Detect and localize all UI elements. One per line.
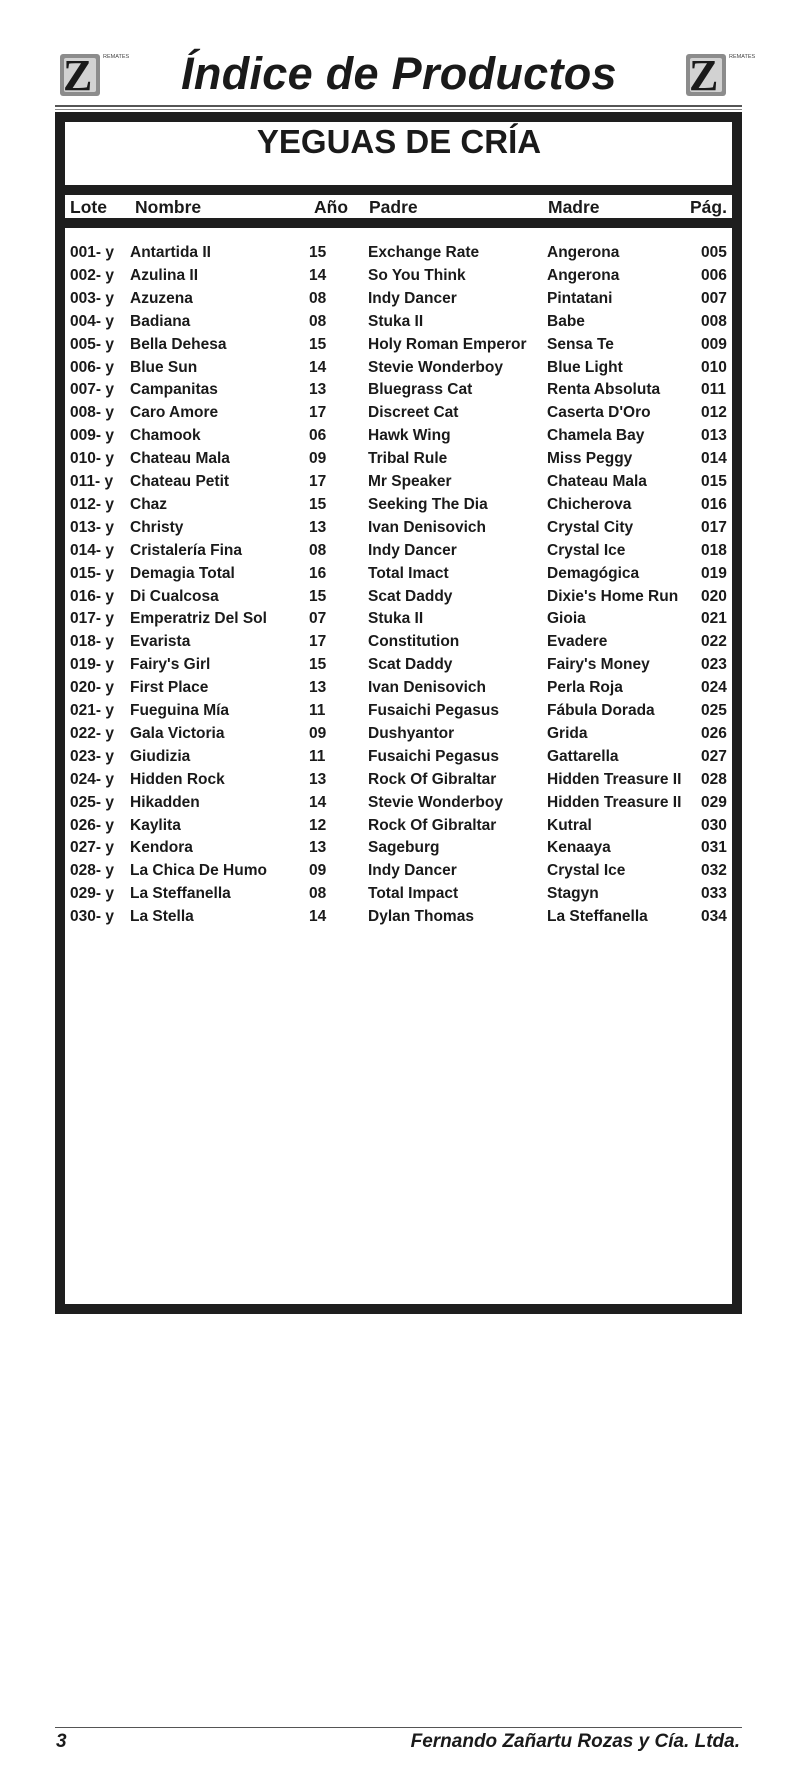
cell-ano: 14 <box>309 358 327 376</box>
cell-madre: Gattarella <box>547 747 619 765</box>
cell-padre: Fusaichi Pegasus <box>368 747 499 765</box>
cell-pag: 019 <box>701 564 727 582</box>
column-header-ano: Año <box>314 197 349 217</box>
cell-lote: 023- y <box>70 747 114 765</box>
cell-ano: 14 <box>309 266 327 284</box>
cell-pag: 034 <box>701 908 727 926</box>
cell-pag: 022 <box>701 633 727 651</box>
cell-nombre: Fairy's Girl <box>130 656 211 674</box>
cell-nombre: Kendora <box>130 839 193 857</box>
cell-madre: Crystal Ice <box>547 541 626 559</box>
cell-nombre: Azulina II <box>130 266 199 284</box>
cell-madre: Chamela Bay <box>547 427 645 445</box>
cell-lote: 022- y <box>70 724 114 742</box>
cell-padre: Stuka II <box>368 610 424 628</box>
cell-madre: Crystal Ice <box>547 862 626 880</box>
cell-nombre: Campanitas <box>130 381 218 399</box>
page-number: 3 <box>56 1731 67 1752</box>
logo-word: REMATES <box>103 54 130 60</box>
cell-pag: 005 <box>701 244 727 261</box>
cell-ano: 15 <box>309 656 327 674</box>
cell-madre: Fairy's Money <box>547 656 650 674</box>
cell-lote: 015- y <box>70 564 114 582</box>
logo-letter: Z <box>63 51 93 100</box>
cell-lote: 028- y <box>70 862 114 880</box>
cell-pag: 027 <box>701 747 727 765</box>
cell-ano: 08 <box>309 289 327 307</box>
cell-padre: Bluegrass Cat <box>368 381 473 399</box>
cell-ano: 17 <box>309 633 327 651</box>
cell-madre: Blue Light <box>547 358 623 376</box>
cell-ano: 07 <box>309 610 327 628</box>
header-band-bottom <box>65 218 732 228</box>
cell-ano: 08 <box>309 885 327 903</box>
cell-padre: Mr Speaker <box>368 473 452 490</box>
cell-nombre: Chamook <box>130 427 201 445</box>
cell-nombre: Di Cualcosa <box>130 587 219 605</box>
cell-madre: Angerona <box>547 244 620 261</box>
cell-pag: 009 <box>701 335 727 353</box>
cell-ano: 14 <box>309 793 327 811</box>
cell-madre: Perla Roja <box>547 679 623 697</box>
cell-padre: Indy Dancer <box>368 862 457 880</box>
cell-lote: 017- y <box>70 610 114 628</box>
cell-madre: Hidden Treasure II <box>547 770 682 788</box>
cell-padre: Rock Of Gibraltar <box>368 770 497 788</box>
cell-lote: 013- y <box>70 518 114 536</box>
cell-ano: 15 <box>309 244 327 261</box>
cell-padre: Seeking The Dia <box>368 495 488 513</box>
cell-ano: 13 <box>309 770 327 788</box>
section-title: YEGUAS DE CRÍA <box>256 123 542 160</box>
cell-nombre: Christy <box>130 518 184 536</box>
cell-pag: 026 <box>701 724 727 742</box>
cell-lote: 007- y <box>70 381 114 399</box>
cell-pag: 020 <box>701 587 727 605</box>
cell-pag: 030 <box>701 816 727 834</box>
logo-word: REMATES <box>729 54 756 60</box>
cell-pag: 032 <box>701 862 727 880</box>
cell-pag: 012 <box>701 404 727 422</box>
cell-ano: 13 <box>309 518 327 536</box>
cell-pag: 029 <box>701 793 727 811</box>
header-rule-thin <box>55 109 742 110</box>
cell-ano: 15 <box>309 587 327 605</box>
header-rule <box>55 105 742 107</box>
cell-padre: Holy Roman Emperor <box>368 335 527 353</box>
cell-madre: Fábula Dorada <box>547 702 655 719</box>
cell-pag: 011 <box>701 381 727 399</box>
cell-ano: 17 <box>309 473 327 490</box>
cell-lote: 014- y <box>70 541 114 559</box>
cell-padre: Indy Dancer <box>368 289 457 307</box>
cell-pag: 025 <box>701 702 727 719</box>
cell-padre: Dushyantor <box>368 724 455 742</box>
header-band-top <box>65 185 732 195</box>
cell-nombre: Emperatriz Del Sol <box>130 610 267 628</box>
cell-lote: 001- y <box>70 244 114 261</box>
cell-madre: Dixie's Home Run <box>547 587 679 605</box>
cell-pag: 015 <box>701 473 727 490</box>
cell-nombre: Cristalería Fina <box>130 541 242 559</box>
cell-madre: Pintatani <box>547 289 613 307</box>
cell-nombre: Antartida II <box>130 244 211 261</box>
cell-nombre: Hikadden <box>130 793 200 811</box>
cell-pag: 010 <box>701 358 727 376</box>
cell-madre: Babe <box>547 312 585 330</box>
cell-madre: Demagógica <box>547 564 640 582</box>
cell-pag: 018 <box>701 541 727 559</box>
cell-nombre: La Stella <box>130 908 194 926</box>
cell-nombre: Chateau Mala <box>130 450 230 468</box>
cell-madre: Renta Absoluta <box>547 381 661 399</box>
cell-ano: 08 <box>309 541 327 559</box>
cell-ano: 09 <box>309 862 327 880</box>
cell-lote: 004- y <box>70 312 114 330</box>
logo-right <box>686 51 756 100</box>
cell-ano: 09 <box>309 724 327 742</box>
cell-nombre: La Chica De Humo <box>130 862 267 880</box>
cell-lote: 002- y <box>70 266 114 284</box>
cell-madre: Crystal City <box>547 518 634 536</box>
cell-lote: 024- y <box>70 770 114 788</box>
cell-nombre: Giudizia <box>130 747 191 765</box>
cell-nombre: Kaylita <box>130 816 181 834</box>
cell-nombre: La Steffanella <box>130 885 231 903</box>
cell-pag: 006 <box>701 266 727 284</box>
cell-lote: 026- y <box>70 816 114 834</box>
cell-madre: Stagyn <box>547 885 599 903</box>
cell-ano: 11 <box>309 747 326 765</box>
cell-madre: Evadere <box>547 633 608 651</box>
cell-padre: Scat Daddy <box>368 587 453 605</box>
cell-lote: 003- y <box>70 289 114 307</box>
footer-rule <box>55 1727 742 1728</box>
cell-lote: 020- y <box>70 679 114 697</box>
cell-lote: 011- y <box>70 473 114 490</box>
cell-lote: 009- y <box>70 427 114 445</box>
cell-nombre: First Place <box>130 679 209 697</box>
cell-nombre: Caro Amore <box>130 404 219 422</box>
cell-pag: 024 <box>701 679 727 697</box>
column-header-nombre: Nombre <box>135 197 202 217</box>
cell-pag: 016 <box>701 495 727 513</box>
cell-lote: 027- y <box>70 839 114 857</box>
cell-madre: Hidden Treasure II <box>547 793 682 811</box>
cell-madre: Gioia <box>547 610 586 628</box>
cell-lote: 010- y <box>70 450 114 468</box>
cell-lote: 008- y <box>70 404 114 422</box>
cell-lote: 005- y <box>70 335 114 353</box>
cell-lote: 012- y <box>70 495 114 513</box>
cell-nombre: Demagia Total <box>130 564 235 582</box>
cell-padre: Constitution <box>368 633 460 651</box>
cell-padre: So You Think <box>368 266 466 284</box>
cell-padre: Total Impact <box>368 885 459 903</box>
cell-padre: Sageburg <box>368 839 440 857</box>
cell-nombre: Hidden Rock <box>130 770 225 788</box>
cell-lote: 030- y <box>70 908 114 926</box>
column-header-padre: Padre <box>369 197 418 217</box>
cell-madre: Kenaaya <box>547 839 611 857</box>
cell-nombre: Gala Victoria <box>130 724 225 742</box>
cell-madre: Miss Peggy <box>547 450 633 468</box>
cell-padre: Discreet Cat <box>368 404 459 422</box>
cell-ano: 15 <box>309 495 327 513</box>
cell-nombre: Fueguina Mía <box>130 702 230 719</box>
cell-lote: 021- y <box>70 702 114 719</box>
cell-nombre: Chaz <box>130 495 168 513</box>
cell-ano: 09 <box>309 450 327 468</box>
cell-padre: Stevie Wonderboy <box>368 793 503 811</box>
cell-lote: 016- y <box>70 587 114 605</box>
cell-nombre: Chateau Petit <box>130 473 230 490</box>
cell-nombre: Bella Dehesa <box>130 335 227 353</box>
cell-madre: Angerona <box>547 266 620 284</box>
cell-pag: 014 <box>701 450 727 468</box>
cell-madre: Kutral <box>547 816 592 834</box>
cell-padre: Rock Of Gibraltar <box>368 816 497 834</box>
cell-madre: Chicherova <box>547 495 632 513</box>
cell-ano: 17 <box>309 404 327 422</box>
company-name: Fernando Zañartu Rozas y Cía. Ltda. <box>410 1731 740 1752</box>
cell-nombre: Azuzena <box>130 289 193 307</box>
cell-madre: Chateau Mala <box>547 473 647 490</box>
cell-ano: 15 <box>309 335 327 353</box>
cell-padre: Fusaichi Pegasus <box>368 702 499 719</box>
cell-lote: 019- y <box>70 656 114 674</box>
cell-padre: Scat Daddy <box>368 656 453 674</box>
cell-padre: Exchange Rate <box>368 244 480 261</box>
cell-lote: 006- y <box>70 358 114 376</box>
cell-ano: 13 <box>309 839 327 857</box>
cell-pag: 021 <box>701 610 727 628</box>
cell-nombre: Evarista <box>130 633 191 651</box>
column-header-madre: Madre <box>548 197 600 217</box>
cell-padre: Total Imact <box>368 564 449 582</box>
cell-ano: 13 <box>309 679 327 697</box>
cell-padre: Stevie Wonderboy <box>368 358 503 376</box>
cell-padre: Tribal Rule <box>368 450 448 468</box>
cell-padre: Indy Dancer <box>368 541 457 559</box>
cell-pag: 008 <box>701 312 727 330</box>
cell-madre: Caserta D'Oro <box>547 404 651 422</box>
cell-padre: Hawk Wing <box>368 427 451 445</box>
cell-pag: 023 <box>701 656 727 674</box>
cell-lote: 025- y <box>70 793 114 811</box>
cell-pag: 013 <box>701 427 727 445</box>
cell-padre: Ivan Denisovich <box>368 679 487 697</box>
cell-padre: Ivan Denisovich <box>368 518 487 536</box>
cell-ano: 11 <box>309 702 326 719</box>
cell-pag: 033 <box>701 885 727 903</box>
cell-pag: 031 <box>701 839 727 857</box>
cell-ano: 06 <box>309 427 327 445</box>
cell-padre: Stuka II <box>368 312 424 330</box>
cell-lote: 018- y <box>70 633 114 651</box>
cell-madre: La Steffanella <box>547 908 648 926</box>
cell-pag: 017 <box>701 518 727 536</box>
cell-pag: 028 <box>701 770 727 788</box>
cell-padre: Dylan Thomas <box>368 908 474 926</box>
cell-ano: 12 <box>309 816 327 834</box>
cell-ano: 16 <box>309 564 327 582</box>
column-header-lote: Lote <box>70 197 107 217</box>
cell-ano: 08 <box>309 312 327 330</box>
page-title: Índice de Productos <box>181 48 617 99</box>
cell-madre: Sensa Te <box>547 335 614 353</box>
cell-ano: 14 <box>309 908 327 926</box>
cell-nombre: Blue Sun <box>130 358 198 376</box>
cell-ano: 13 <box>309 381 327 399</box>
column-header-pag: Pág. <box>690 197 727 217</box>
logo-letter: Z <box>689 51 719 100</box>
cell-madre: Grida <box>547 724 588 742</box>
cell-pag: 007 <box>701 289 727 307</box>
cell-lote: 029- y <box>70 885 114 903</box>
cell-nombre: Badiana <box>130 312 191 330</box>
